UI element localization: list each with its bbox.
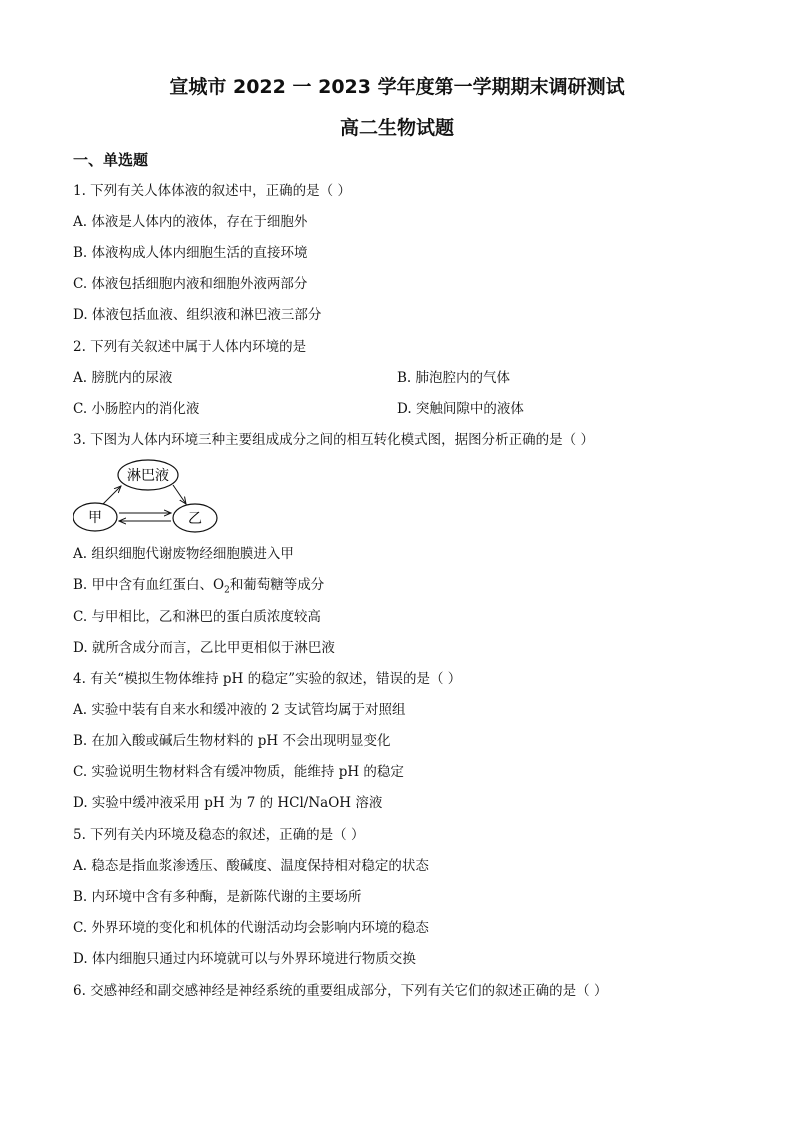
q2-option-a: A. 膀胱内的尿液 <box>73 370 173 386</box>
q4-option-a: A. 实验中装有自来水和缓冲液的 2 支试管均属于对照组 <box>73 702 406 718</box>
q1-option-a: A. 体液是人体内的液体，存在于细胞外 <box>73 214 308 230</box>
q4-option-c: C. 实验说明生物材料含有缓冲物质，能维持 pH 的稳定 <box>73 764 404 780</box>
question-2-stem: 2. 下列有关叙述中属于人体内环境的是 <box>73 339 307 355</box>
section-heading: 一、单选题 <box>73 151 149 169</box>
q5-option-c: C. 外界环境的变化和机体的代谢活动均会影响内环境的稳态 <box>73 920 429 936</box>
q4-option-d: D. 实验中缓冲液采用 pH 为 7 的 HCl/NaOH 溶液 <box>73 795 383 811</box>
q5-option-d: D. 体内细胞只通过内环境就可以与外界环境进行物质交换 <box>73 951 416 967</box>
question-5-stem: 5. 下列有关内环境及稳态的叙述，正确的是（ ） <box>73 827 365 843</box>
q2-option-c: C. 小肠腔内的消化液 <box>73 401 200 417</box>
q2-option-d: D. 突触间隙中的液体 <box>397 401 524 417</box>
lymph-label: 淋巴液 <box>127 468 169 484</box>
q5-option-a: A. 稳态是指血浆渗透压、酸碱度、温度保持相对稳定的状态 <box>73 858 429 874</box>
question-3-stem: 3. 下图为人体内环境三种主要组成成分之间的相互转化模式图，据图分析正确的是（ ） <box>73 432 594 448</box>
q1-option-c: C. 体液包括细胞内液和细胞外液两部分 <box>73 276 308 292</box>
q2-option-b: B. 肺泡腔内的气体 <box>397 370 511 386</box>
q3-option-c: C. 与甲相比，乙和淋巴的蛋白质浓度较高 <box>73 609 321 625</box>
exam-title: 宣城市 2022 一 2023 学年度第一学期期末调研测试 <box>169 76 625 98</box>
question-6-stem: 6. 交感神经和副交感神经是神经系统的重要组成部分，下列有关它们的叙述正确的是（ ） <box>73 983 608 999</box>
fluid-conversion-diagram <box>73 458 233 534</box>
q1-option-d: D. 体液包括血液、组织液和淋巴液三部分 <box>73 307 322 323</box>
jia-label: 甲 <box>88 510 102 526</box>
q3-option-d: D. 就所含成分而言，乙比甲更相似于淋巴液 <box>73 640 335 656</box>
yi-label: 乙 <box>188 511 202 527</box>
q5-option-b: B. 内环境中含有多种酶，是新陈代谢的主要场所 <box>73 889 362 905</box>
q4-option-b: B. 在加入酸或碱后生物材料的 pH 不会出现明显变化 <box>73 733 391 749</box>
arrow-lymph-to-yi <box>173 485 186 504</box>
q3-option-a: A. 组织细胞代谢废物经细胞膜进入甲 <box>73 546 294 562</box>
arrow-jia-to-lymph <box>103 486 121 504</box>
question-4-stem: 4. 有关“模拟生物体维持 pH 的稳定”实验的叙述，错误的是（ ） <box>73 671 462 687</box>
q3-option-b: B. 甲中含有血红蛋白、$O_2$和葡萄糖等成分 <box>73 577 325 596</box>
exam-subtitle: 高二生物试题 <box>339 117 454 139</box>
question-1-stem: 1. 下列有关人体体液的叙述中，正确的是（ ） <box>73 183 351 199</box>
q1-option-b: B. 体液构成人体内细胞生活的直接环境 <box>73 245 308 261</box>
